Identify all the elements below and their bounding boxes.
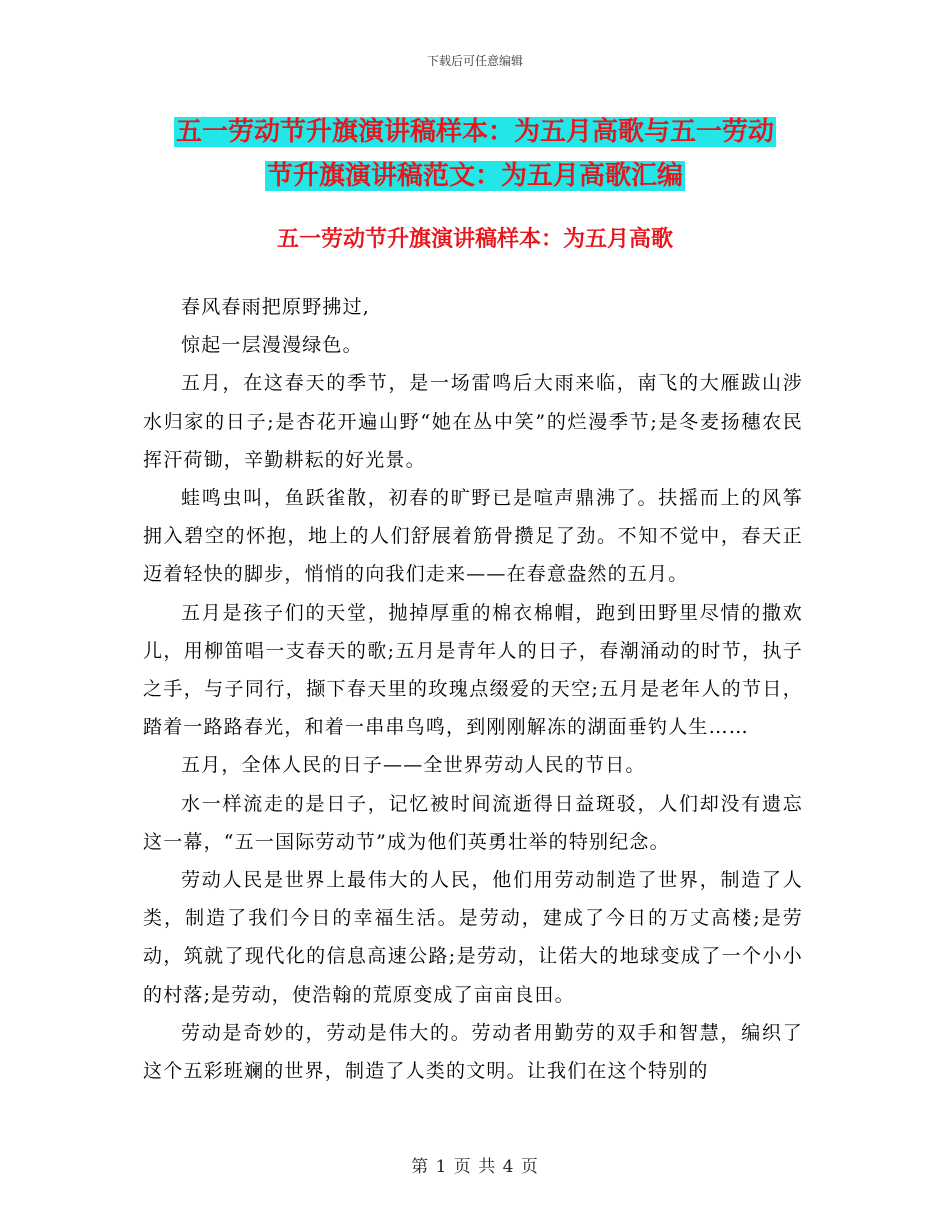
section-title: 五一劳动节升旗演讲稿样本：为五月高歌 xyxy=(276,226,673,252)
paragraph: 五月，在这春天的季节，是一场雷鸣后大雨来临，南飞的大雁跋山涉水归家的日子;是杏花开遍山野“她在丛中笑”的烂漫季节;是冬麦扬穗农民挥汗荷锄，辛勤耕耘的好光景。 xyxy=(143,372,803,471)
paragraph: 惊起一层漫漫绿色。 xyxy=(181,334,363,357)
document-title xyxy=(0,110,950,198)
title-line-1: 五一劳动节升旗演讲稿样本：为五月高歌与五一劳动 xyxy=(175,117,774,147)
paragraph: 五月是孩子们的天堂，抛掉厚重的棉衣棉帽，跑到田野里尽情的撒欢儿，用柳笛唱一支春天的歌;五月是青年人的日子，春潮涌动的时节，执子之手，与子同行，撷下春天里的玫瑰点缀爱的天空;五月是老年人的节日，踏着一路路春光，和着一串串鸟鸣，到刚刚解冻的湖面垂钓人生…… xyxy=(143,601,803,739)
paragraph: 水一样流走的是日子，记忆被时间流逝得日益斑驳，人们却没有遗忘这一幕，“五一国际劳动节”成为他们英勇壮举的特别纪念。 xyxy=(143,792,803,853)
paragraph: 劳动人民是世界上最伟大的人民，他们用劳动制造了世界，制造了人类，制造了我们今日的幸福生活。是劳动，建成了今日的万丈高楼;是劳动，筑就了现代化的信息高速公路;是劳动，让偌大的地球变成了一个小小的村落;是劳动，使浩翰的荒原变成了亩亩良田。 xyxy=(143,869,803,1006)
body-text xyxy=(143,288,803,1090)
paragraph: 春风春雨把原野拂过, xyxy=(181,296,371,318)
paragraph: 蛙鸣虫叫，鱼跃雀散，初春的旷野已是喧声鼎沸了。扶摇而上的风筝拥入碧空的怀抱，地上的人们舒展着筋骨攒足了劲。不知不觉中，春天正迈着轻快的脚步，悄悄的向我们走来——在春意盎然的五月。 xyxy=(143,487,803,586)
page-number: 第 1 页 共 4 页 xyxy=(411,1157,539,1177)
paragraph: 劳动是奇妙的，劳动是伟大的。劳动者用勤劳的双手和智慧，编织了这个五彩班斓的世界，制造了人类的文明。让我们在这个特别的 xyxy=(143,1021,803,1083)
title-line-2: 节升旗演讲稿范文：为五月高歌汇编 xyxy=(266,161,683,191)
header-note: 下载后可任意编辑 xyxy=(426,54,523,68)
paragraph: 五月，全体人民的日子——全世界劳动人民的节日。 xyxy=(181,754,646,777)
